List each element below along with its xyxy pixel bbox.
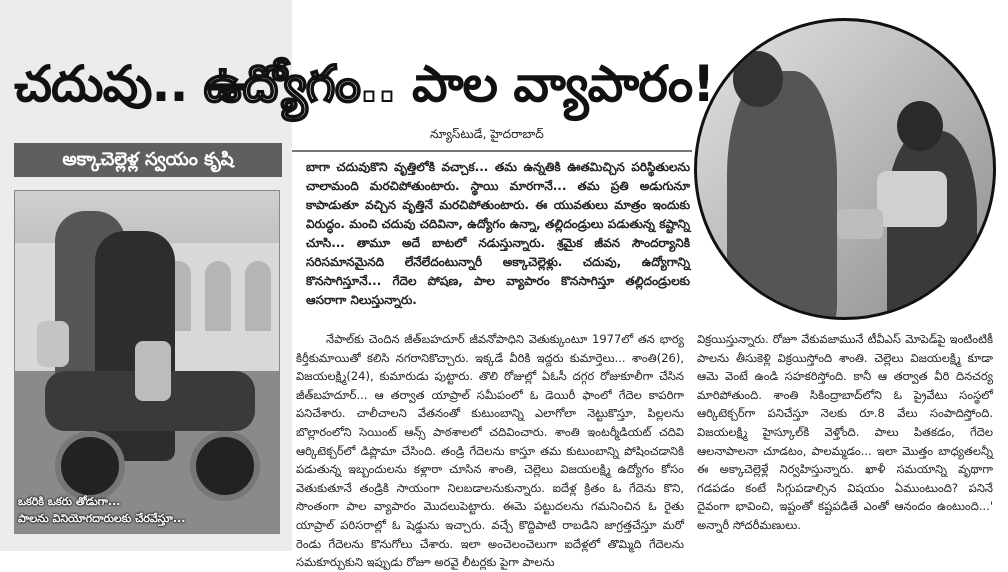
photo-wall-arch	[205, 261, 231, 331]
headline-part-1: చదువు..	[14, 55, 204, 113]
byline: న్యూస్‌టుడే, హైదరాబాద్	[430, 127, 544, 141]
intro-paragraph: బాగా చదువుకొని వృత్తిలోకి వచ్చాక... తమ ఉన్నతికి ఊతమిచ్చిన పరిస్థితులను చాలామంది మరచిపోతుంటారు. స్థాయి మారగానే... తమ ప్రతి అడుగునూ కాపాడుతూ వచ్చిన వృత్తినే మరచిపోతుంటారు. ఈ యువతులు మాత్రం ఇందుకు విరుద్ధం. మంచి చదువు చదివినా, ఉద్యోగం ఉన్నా, తల్లిదండ్రులు పడుతున్న కష్టాన్ని చూసి... తామూ అదే బాటలో నడుస్తున్నారు. శ్రమైక జీవన సౌందర్యానికి సరిసమానమైనది లేనేలేదంటున్నారీ అక్కాచెల్లెళ్లు. చదువు, ఉద్యోగాన్ని కొనసాగిస్తూనే... గేదెల పోషణ, పాల వ్యాపారం కొనసాగిస్తూ తల్లిదండ్రులకు ఆసరాగా నిలుస్తున్నారు.	[306, 160, 690, 307]
photo-milk-can	[37, 321, 69, 367]
photo-woman-left-head	[733, 51, 783, 107]
photo-milk-can	[135, 341, 171, 401]
photo-woman-right-head	[897, 101, 943, 151]
caption-line-2: పాలను వినియోగదారులకు చేరవేస్తూ...	[18, 512, 186, 525]
photo-milk-measure	[837, 209, 883, 239]
body-column-2: విక్రయిస్తున్నారు. రోజూ వేకువజామునే టీవీఎస్ మోపెడ్‌పై ఇంటింటికీ పాలను తీసుకెళ్లి విక్రయిస్తోంది శాంతి. చెల్లెలు విజయలక్ష్మి కూడా ఆమె వెంటే ఉండి సహకరిస్తోంది. కానీ ఆ తర్వాత వీరి దినచర్య మారిపోతుంది. శాంతి సికింద్రాబాద్‌లోని ఓ ప్రైవేటు సంస్థలో ఆర్కిటెక్చర్‌గా పనిచేస్తూ నెలకు రూ.8 వేలు సంపాదిస్తోంది. విజయలక్ష్మి హైస్కూల్‌కి వెళ్తోంది. పాలు పితకడం, గేదెల ఆలనాపాలనా చూడటం, పాలమ్మడం... ఇలా మొత్తం బాధ్యతలన్నీ ఈ అక్కాచెల్లెళ్లే నిర్వహిస్తున్నారు. ఖాళీ సమయాన్ని వృథాగా గడపడం కంటే సిగ్గుపడాల్సిన విషయం ఏముంటుంది? పనినే దైవంగా భావించి, ఇష్టంతో కష్టపడితే ఎంతో ఆనందం ఉంటుంది...' అన్నారీ సోదరీమణులు.	[697, 332, 993, 532]
photo-moped-wheel	[190, 431, 260, 501]
headline-part-2: ఉద్యోగం..	[203, 55, 396, 113]
photo-sisters-on-moped	[14, 190, 280, 534]
subhead-banner: అక్కాచెల్లెళ్ల స్వయం కృషి	[14, 143, 282, 177]
body-column-1: నేపాల్‌కు చెందిన జీత్‌బహదూర్ జీవనోపాధిని వెతుక్కుంటూ 1977లో తన భార్య కిర్తీకుమాయితో కలిసి నగరానికొచ్చారు. ఇక్కడే వీరికి ఇద్దరు కుమార్తెలు... శాంతి(26), విజయలక్ష్మి(24), కుమారుడు పుట్టారు. తొలి రోజుల్లో ఏఓసీ దగ్గర రోజుకూలీగా చేసిన జీత్‌బహదూర్... ఆ తర్వాత యాప్రాల్ సమీపంలో ఓ డెయిరీ ఫాంలో గేదెల కాపరిగా పనిచేశారు. చాలీచాలని వేతనంతో కుటుంబాన్ని ఎలాగోలా నెట్టుకొస్తూ, పిల్లలను బొల్లారంలోని సెయింట్ ఆన్స్ పాఠశాలలో చదివించారు. శాంతి ఇంటర్మీడియట్ చదివి ఆర్కిటెక్చర్‌లో డిప్లొమా చేసింది. తండ్రి గేదెలను కాస్తూ తమ కుటుంబాన్ని పోషించడానికి పడుతున్న ఇబ్బందులను కళ్లారా చూసిన శాంతి, చెల్లెలు విజయలక్ష్మి ఉద్యోగం కోసం వెతుకుతూనే తండ్రికి సాయంగా నిలబడాలనుకున్నారు. ఐదేళ్ల క్రితం ఓ గేదెను కొని, సొంతంగా పాల వ్యాపారం మొదలుపెట్టారు. ఈమె పట్టుదలను గమనించిన ఓ రైతు యాప్రాల్ పరిసరాల్లో ఓ షెడ్డును ఇచ్చారు. వచ్చే కొద్దిపాటి రాబడిని జాగ్రత్తచేస్తూ మరో రెండు గేదెలను కొనుగోలు చేశారు. ఇలా అంచెలంచెలుగా ఐదేళ్లలో తొమ్మిది గేదెలను సమకూర్చుకుని ఇప్పుడు రోజూ అరవై లీటర్లకు పైగా పాలను	[296, 332, 684, 570]
photo-woman-left	[727, 71, 837, 320]
byline-divider	[292, 150, 692, 152]
photo-wall-arch	[245, 261, 271, 331]
photo-milk-vessel	[877, 171, 947, 227]
headline	[14, 40, 715, 128]
headline-part-3: పాల వ్యాపారం!	[395, 55, 715, 113]
photo-moped-wheel	[55, 431, 125, 501]
caption-line-1: ఒకరికి ఒకరు తోడుగా...	[18, 495, 121, 508]
photo-caption-left	[18, 493, 276, 527]
photo-pouring-milk	[694, 18, 996, 320]
